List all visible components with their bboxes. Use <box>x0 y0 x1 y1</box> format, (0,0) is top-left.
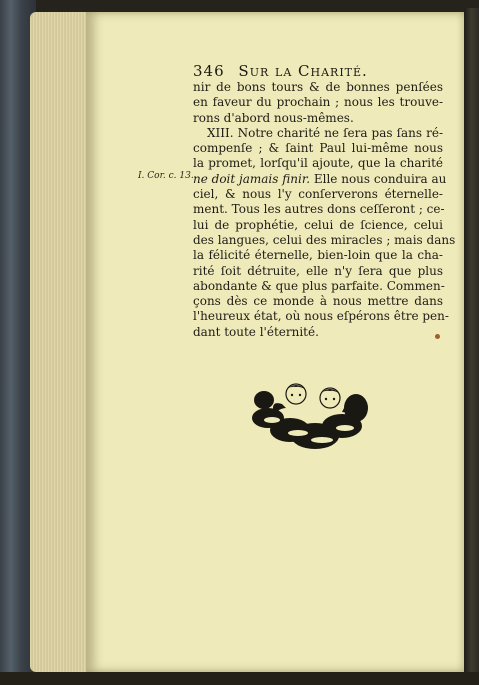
text-line: nir de bons tours & de bonnes penſées <box>193 80 443 94</box>
running-title: Sur la Charité. <box>238 62 368 80</box>
background-top <box>36 0 479 12</box>
text-line: ment. Tous les autres dons ceſſeront ; ce- <box>193 202 445 217</box>
cherubs-in-clouds-icon <box>250 378 370 452</box>
text-line: l'heureux état, où nous eſpérons être pen- <box>193 309 449 324</box>
marginal-note: I. Cor. c. 13. <box>138 171 194 181</box>
text-line: XIII. Notre charité ne ſera pas ſans ré- <box>207 125 443 140</box>
text-line: compenſe ; & ſaint Paul lui-même nous <box>193 141 443 156</box>
page-number: 346 <box>193 62 225 80</box>
text-line: ciel, & nous l'y conſerverons éternelle- <box>193 187 443 202</box>
text-line: la promet, lorſqu'il ajoute, que la charité <box>193 156 443 171</box>
italic-quote: ne doit jamais finir. <box>193 171 311 186</box>
background-bottom <box>0 672 479 685</box>
text-line: la félicité éternelle, bien-loin que la cha- <box>193 248 443 263</box>
text-line: rons d'abord nous-mêmes. <box>193 110 354 125</box>
text-line: lui de prophétie, celui de ſcience, celui <box>193 217 443 232</box>
text-line: çons dès ce monde à nous mettre dans <box>193 294 443 309</box>
text-line: abondante & que plus parfaite. Commen- <box>193 278 445 293</box>
text-line: rité ſoit détruite, elle n'y ſera que plus <box>193 263 443 278</box>
text-line <box>193 171 447 187</box>
running-header <box>193 62 423 82</box>
text-fragment: Elle nous conduira au <box>310 171 447 186</box>
page-edges <box>30 12 90 672</box>
text-line: des langues, celui des miracles ; mais dans <box>193 232 456 247</box>
text-line: en faveur du prochain ; nous les trouve- <box>193 95 443 110</box>
body-text <box>193 80 456 340</box>
text-line: dant toute l'éternité. <box>193 324 319 339</box>
background-right <box>464 8 479 678</box>
